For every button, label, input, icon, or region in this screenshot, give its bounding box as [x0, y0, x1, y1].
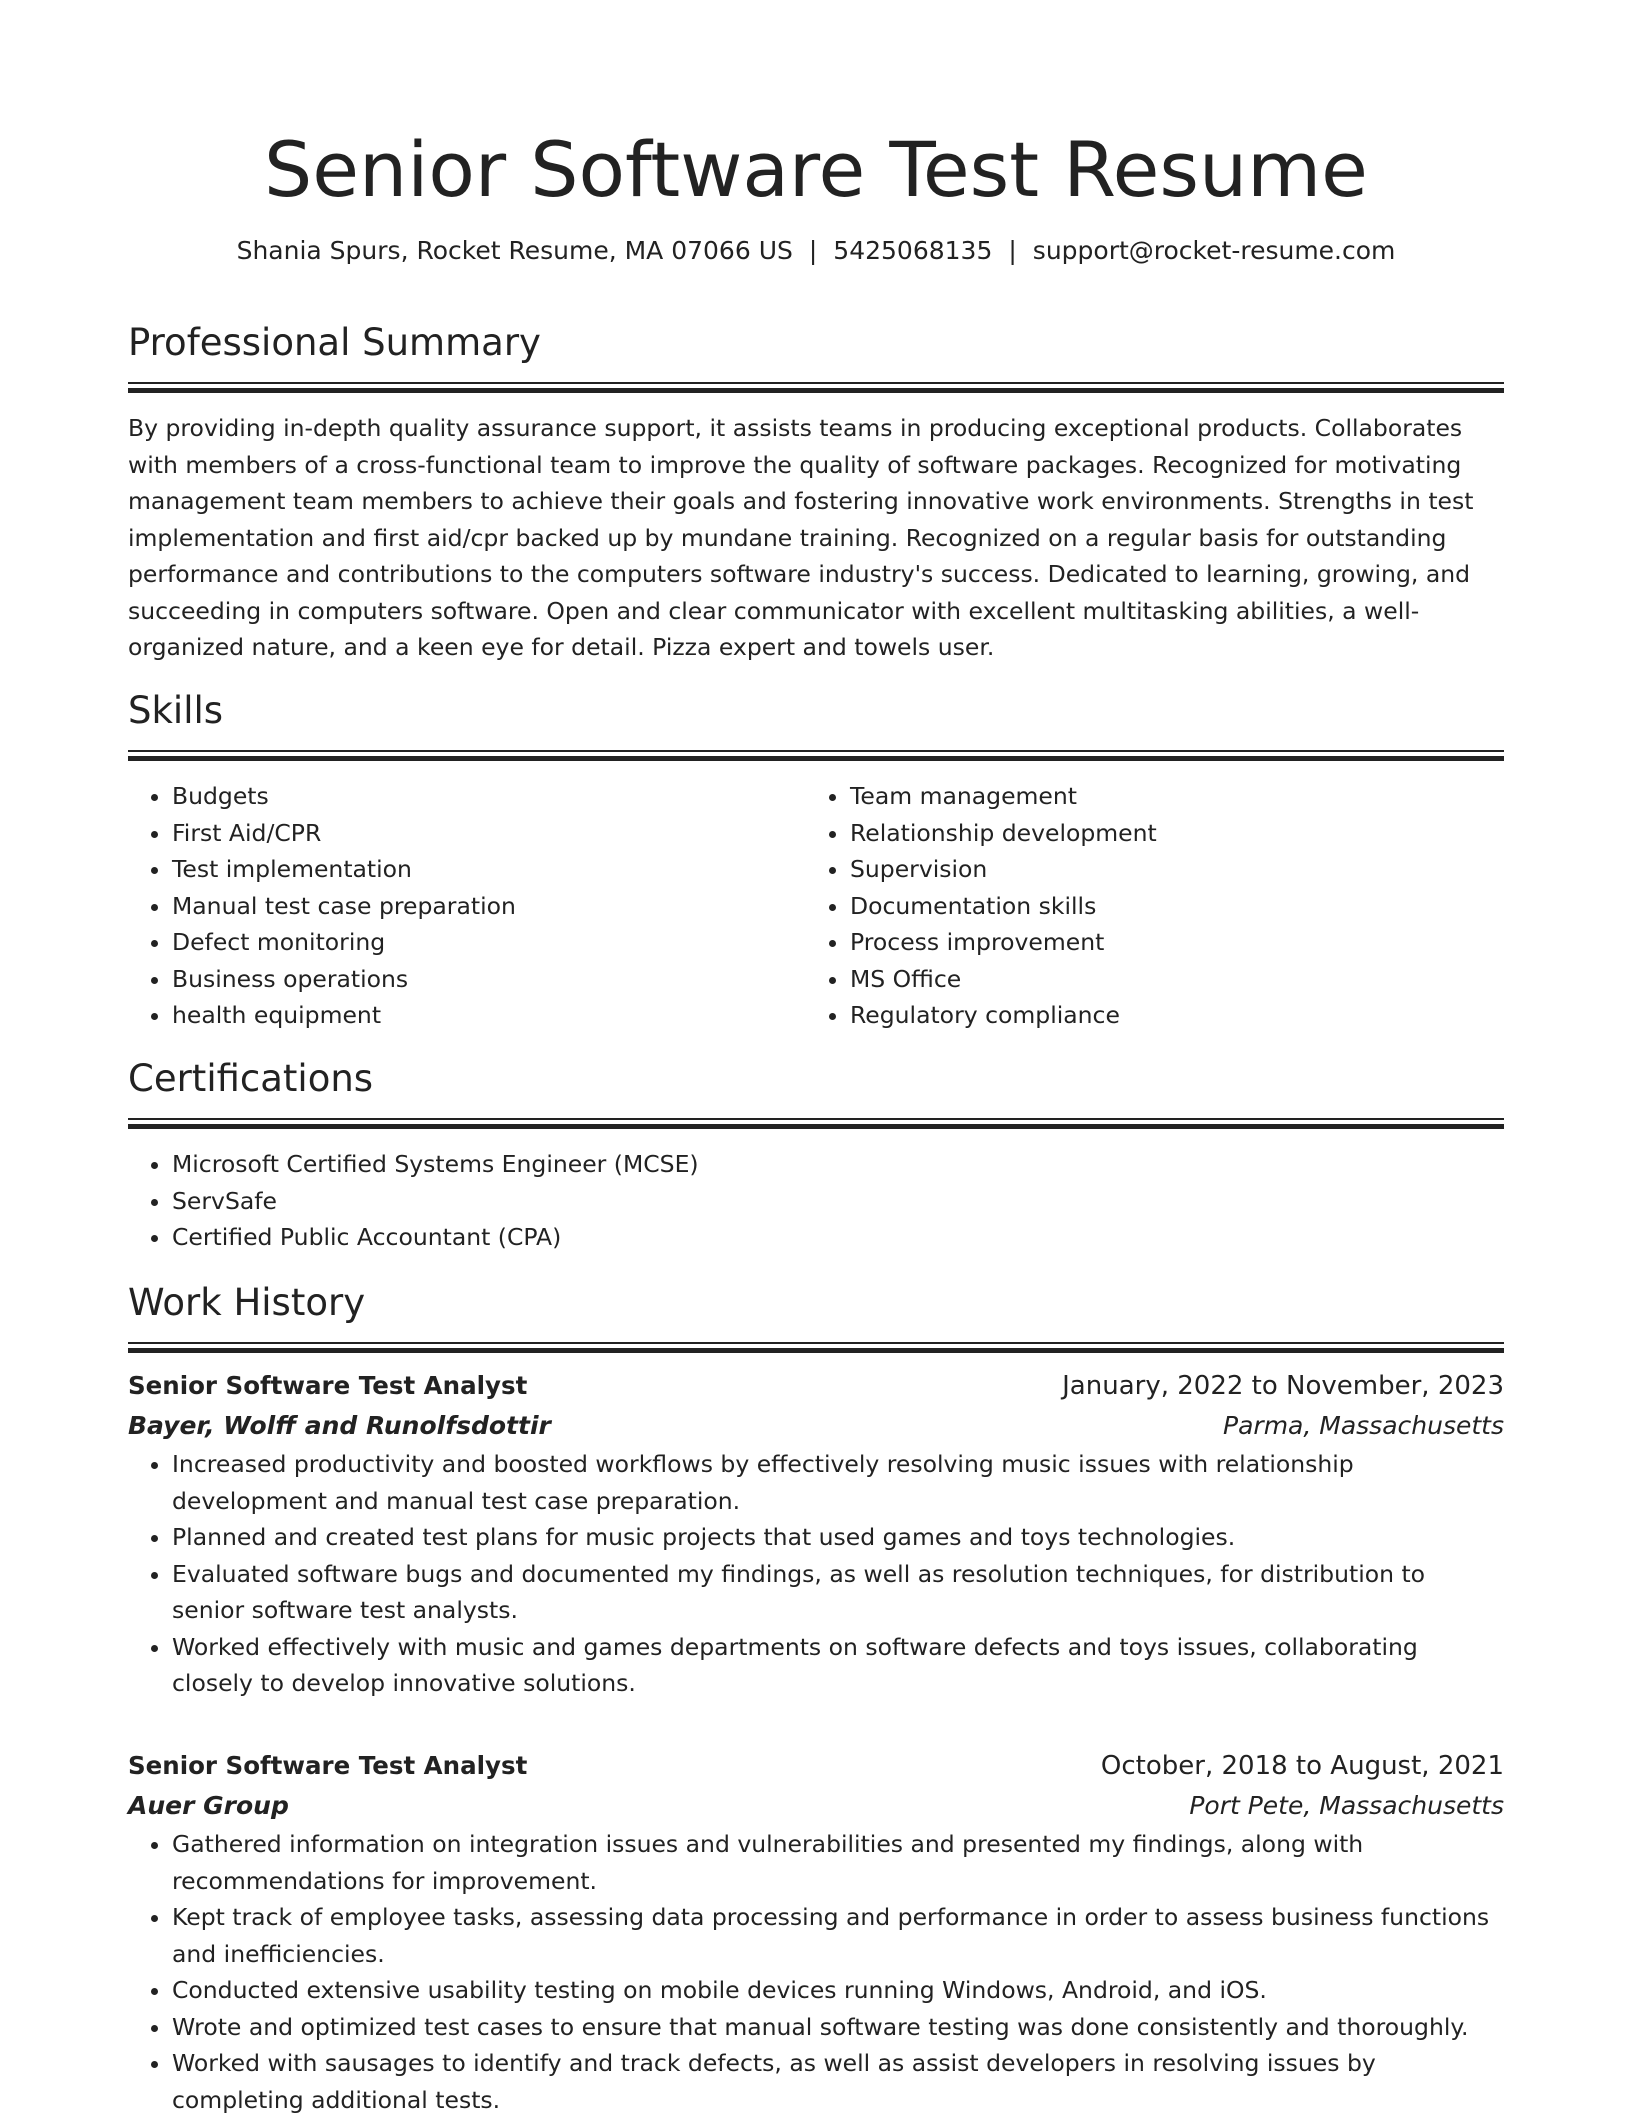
skills-list-right	[806, 778, 1484, 1034]
job-header-row	[128, 1366, 1504, 1406]
skills-column-left	[128, 778, 806, 1034]
job-dates: October, 2018 to August, 2021	[1100, 1751, 1504, 1781]
skill-item: • Documentation skills	[850, 888, 1484, 925]
summary-text: By providing in-depth quality assurance support, it assists teams in producing exceptional products. Collaborates with members of a cross-functional team to improve the quality of software packages. Recognized for motivating management team members to achieve their goals and fostering innovative work environments. Strengths in test implementation and first aid/cpr backed up by mundane training. Recognized on a regular basis for outstanding performance and contributions to the computers software industry's success. Dedicated to learning, growing, and succeeding in computers software. Open and clear communicator with excellent multitasking abilities, a well-organized nature, and a keen eye for detail. Pizza expert and towels user.	[128, 414, 1474, 661]
section-divider	[128, 750, 1504, 764]
contact-separator: |	[1008, 236, 1017, 265]
contact-address: Shania Spurs, Rocket Resume, MA 07066 US	[236, 236, 793, 265]
certifications-section	[128, 1054, 1504, 1256]
contact-separator: |	[808, 236, 818, 265]
job-title: Senior Software Test Analyst	[128, 1751, 528, 1780]
work-history-heading: Work History	[128, 1281, 366, 1324]
section-divider	[128, 382, 1504, 396]
skills-column-right	[806, 778, 1484, 1034]
certification-item: • Microsoft Certified Systems Engineer (MCSE)	[172, 1146, 1504, 1183]
skill-item: • Business operations	[172, 961, 806, 998]
section-divider	[128, 1342, 1504, 1356]
certifications-heading: Certifications	[128, 1057, 374, 1100]
job-subheader-row	[128, 1786, 1504, 1826]
skill-item: • Team management	[850, 778, 1484, 815]
summary-section	[128, 318, 1504, 666]
job-bullet: • Kept track of employee tasks, assessing data processing and performance in order to assess business functions and inefficiencies.	[172, 1899, 1504, 1972]
skill-item: • Relationship development	[850, 815, 1484, 852]
job-subheader-row	[128, 1406, 1504, 1446]
contact-email[interactable]: support@rocket-resume.com	[1032, 236, 1396, 265]
job-title: Senior Software Test Analyst	[128, 1371, 528, 1400]
job-bullet: • Planned and created test plans for music projects that used games and toys technologies.	[172, 1519, 1504, 1556]
job-bullet: • Wrote and optimized test cases to ensure that manual software testing was done consistently and thoroughly.	[172, 2009, 1504, 2046]
job-company: Auer Group	[128, 1791, 289, 1820]
job-entry	[128, 1746, 1504, 2118]
skill-item: • Supervision	[850, 851, 1484, 888]
job-dates: January, 2022 to November, 2023	[1062, 1371, 1504, 1401]
skill-item: • Test implementation	[172, 851, 806, 888]
skill-item: • Budgets	[172, 778, 806, 815]
job-bullet-list	[128, 1826, 1504, 2118]
job-location: Parma, Massachusetts	[1223, 1411, 1504, 1440]
job-bullet: • Worked effectively with music and games departments on software defects and toys issues, collaborating closely to develop innovative solutions.	[172, 1629, 1504, 1702]
job-header-row	[128, 1746, 1504, 1786]
job-bullet: • Increased productivity and boosted workflows by effectively resolving music issues with relationship development and manual test case preparation.	[172, 1446, 1504, 1519]
resume-page	[128, 0, 1504, 2114]
job-bullet: • Conducted extensive usability testing on mobile devices running Windows, Android, and iOS.	[172, 1972, 1504, 2009]
skill-item: • health equipment	[172, 997, 806, 1034]
skill-item: • First Aid/CPR	[172, 815, 806, 852]
skill-item: • Regulatory compliance	[850, 997, 1484, 1034]
job-bullet: • Evaluated software bugs and documented my findings, as well as resolution techniques, for distribution to senior software test analysts.	[172, 1556, 1504, 1629]
skills-list-left	[128, 778, 806, 1034]
resume-title: Senior Software Test Resume	[264, 125, 1368, 214]
skill-item: • MS Office	[850, 961, 1484, 998]
work-history-section	[128, 1278, 1504, 1356]
skills-grid	[128, 778, 1504, 1034]
certification-item: • Certified Public Accountant (CPA)	[172, 1219, 1504, 1256]
skill-item: • Defect monitoring	[172, 924, 806, 961]
job-location: Port Pete, Massachusetts	[1189, 1791, 1504, 1820]
skill-item: • Process improvement	[850, 924, 1484, 961]
job-bullet: • Gathered information on integration issues and vulnerabilities and presented my findings, along with recommendations for improvement.	[172, 1826, 1504, 1899]
skills-heading: Skills	[128, 689, 224, 732]
certifications-list	[128, 1146, 1504, 1256]
job-bullet: • Worked with sausages to identify and track defects, as well as assist developers in resolving issues by completing additional tests.	[172, 2045, 1504, 2118]
summary-heading: Professional Summary	[128, 321, 541, 364]
skill-item: • Manual test case preparation	[172, 888, 806, 925]
contact-phone: 5425068135	[833, 236, 993, 265]
section-divider	[128, 1118, 1504, 1132]
job-company: Bayer, Wolff and Runolfsdottir	[128, 1411, 551, 1440]
job-entry	[128, 1366, 1504, 1702]
skills-section	[128, 686, 1504, 1034]
contact-line	[128, 234, 1504, 268]
certification-item: • ServSafe	[172, 1183, 1504, 1220]
job-bullet-list	[128, 1446, 1504, 1702]
